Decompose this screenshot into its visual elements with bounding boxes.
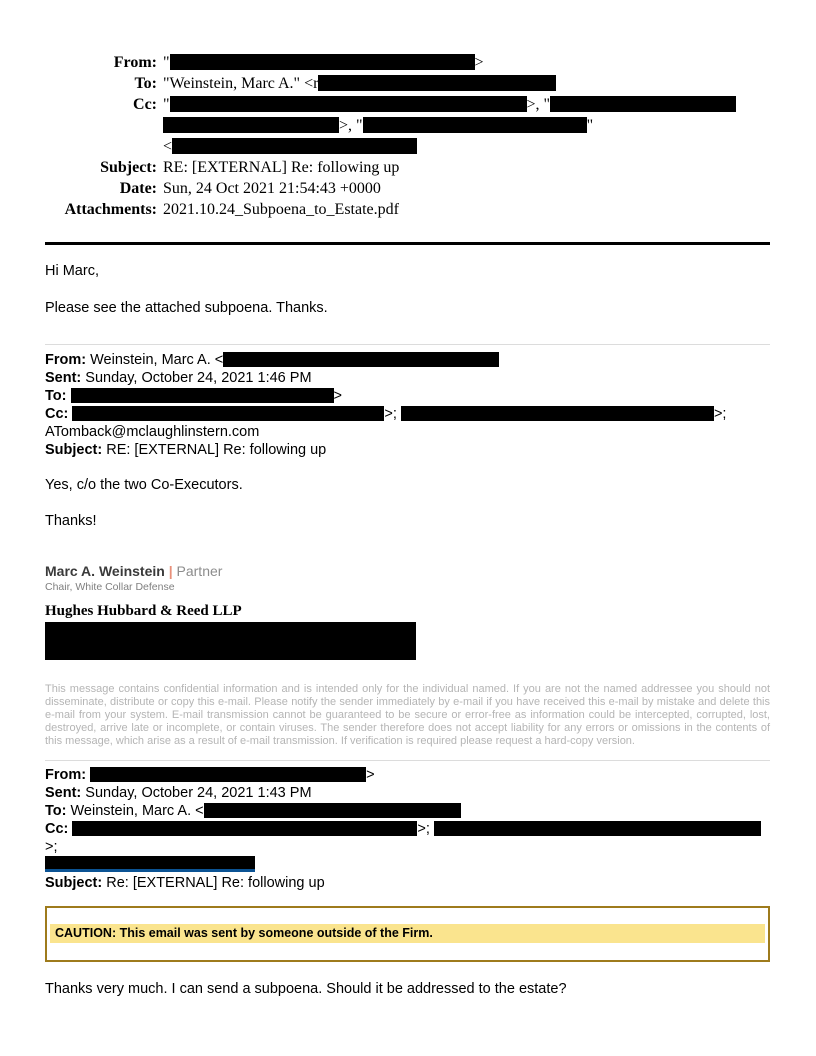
cc-fragment: >, " [339, 117, 363, 134]
cc-line-2 [163, 115, 770, 136]
quoted1-sent [45, 369, 770, 387]
reply-text-1: Yes, c/o the two Co-Executors. [45, 477, 243, 493]
sent-label: Sent: [45, 370, 82, 386]
signature-role: Chair, White Collar Defense [45, 581, 175, 593]
quoted1-to [45, 387, 770, 405]
header-row-date [45, 178, 770, 199]
header-row-from [45, 52, 770, 73]
quoted2-to [45, 802, 770, 820]
date-value: Sun, 24 Oct 2021 21:54:43 +0000 [163, 180, 381, 197]
redaction-bar [434, 821, 761, 836]
to-suffix: > [333, 388, 342, 404]
redaction-bar [170, 54, 475, 70]
quoted2-subject [45, 874, 770, 892]
to-prefix: "Weinstein, Marc A." <r [163, 75, 319, 92]
subject-value: Re: [EXTERNAL] Re: following up [106, 875, 325, 891]
redaction-bar [72, 406, 384, 421]
signature-separator: | [168, 563, 173, 579]
quoted2-from [45, 766, 770, 784]
cc-line-1 [163, 94, 770, 115]
from-suffix: > [474, 54, 484, 71]
from-label: From: [113, 54, 157, 71]
quoted-divider [45, 344, 770, 345]
from-label: From: [45, 767, 87, 783]
from-label: From: [45, 352, 87, 368]
quoted2-cc-overflow [45, 856, 770, 874]
signature-firm: Hughes Hubbard & Reed LLP [45, 603, 242, 619]
body-text: Please see the attached subpoena. Thanks. [45, 300, 328, 316]
redaction-bar [550, 96, 736, 112]
quoted-header-2 [45, 766, 770, 892]
redaction-bar [363, 117, 587, 133]
closing-text: Thanks very much. I can send a subpoena. Should it be addressed to the estate? [45, 981, 567, 997]
subject-value: RE: [EXTERNAL] Re: following up [106, 442, 327, 458]
quoted-divider-2 [45, 760, 770, 761]
to-value: Weinstein, Marc A. < [70, 803, 204, 819]
quoted1-from [45, 351, 770, 369]
redacted-link-bar [45, 856, 255, 872]
quoted1-subject [45, 441, 770, 459]
quoted1-cc-overflow: ATomback@mclaughlinstern.com [45, 424, 260, 440]
from-prefix: " [163, 54, 170, 71]
header-row-cc [45, 94, 770, 157]
redaction-block [45, 622, 416, 660]
attachments-label: Attachments: [64, 201, 157, 218]
redaction-bar [223, 352, 499, 367]
signature-title: Partner [176, 563, 223, 579]
redaction-bar [204, 803, 461, 818]
cc-fragment: >; [417, 821, 430, 837]
header-row-to [45, 73, 770, 94]
to-value [163, 73, 770, 94]
header-row-subject [45, 157, 770, 178]
redaction-bar [401, 406, 714, 421]
redaction-bar [163, 117, 339, 133]
to-label: To: [45, 803, 67, 819]
sent-value: Sunday, October 24, 2021 1:43 PM [85, 785, 312, 801]
quoted2-sent [45, 784, 770, 802]
cc-label: Cc: [45, 821, 69, 837]
cc-fragment: >; [45, 839, 58, 855]
redaction-bar [170, 96, 527, 112]
from-suffix: > [366, 767, 375, 783]
caution-text: CAUTION: This email was sent by someone outside of the Firm. [50, 924, 765, 943]
quoted1-cc [45, 405, 770, 423]
cc-label: Cc: [45, 406, 69, 422]
redaction-bar [318, 75, 556, 91]
subject-label: Subject: [45, 875, 103, 891]
email-content [45, 0, 770, 999]
cc-fragment: " [586, 117, 594, 134]
cc-fragment: >, " [526, 96, 551, 113]
cc-value [163, 94, 770, 157]
cc-fragment: < [163, 138, 173, 155]
quoted2-cc [45, 820, 770, 856]
confidentiality-disclaimer: This message contains confidential information and is intended only for the individual named. If you are not the named addressee you should not disseminate, distribute or copy this e-mail. Please notify the sender immediately by e-mail if you have received this e-mail by mistake and delete this e-mail from your system. E-mail transmission cannot be guaranteed to be secure or error-free as information could be intercepted, corrupted, lost, destroyed, arrive late or incomplete, or contain viruses. The sender therefore does not accept liability for any errors or omissions in the contents of this message, which arise as a result of e-mail transmission. If verification is required please request a hard-copy version. [45, 683, 770, 747]
redaction-bar [71, 388, 334, 403]
subject-label: Subject: [100, 159, 157, 176]
redaction-bar [72, 821, 417, 836]
signature-name-line [45, 563, 770, 580]
attachment-filename[interactable]: 2021.10.24_Subpoena_to_Estate.pdf [163, 201, 399, 218]
caution-banner [45, 906, 770, 962]
sent-value: Sunday, October 24, 2021 1:46 PM [85, 370, 312, 386]
to-label: To: [45, 388, 67, 404]
email-signature [45, 563, 770, 660]
cc-line-3 [163, 136, 770, 157]
cc-fragment: >; [384, 406, 397, 422]
email-header [45, 0, 770, 220]
date-label: Date: [119, 180, 157, 197]
header-divider [45, 242, 770, 245]
reply-text-2: Thanks! [45, 513, 97, 529]
greeting-text: Hi Marc, [45, 263, 99, 279]
from-value: Weinstein, Marc A. < [90, 352, 224, 368]
cc-fragment: " [163, 96, 170, 113]
redaction-bar [90, 767, 366, 782]
subject-value: RE: [EXTERNAL] Re: following up [163, 159, 400, 176]
header-row-attachments [45, 199, 770, 220]
cc-label: Cc: [133, 96, 157, 113]
to-label: To: [134, 75, 157, 92]
redaction-bar [172, 138, 417, 154]
quoted-header-1 [45, 351, 770, 459]
from-value [163, 52, 770, 73]
sent-label: Sent: [45, 785, 82, 801]
cc-fragment: >; [713, 406, 727, 422]
signature-name: Marc A. Weinstein [45, 563, 165, 579]
subject-label: Subject: [45, 442, 103, 458]
